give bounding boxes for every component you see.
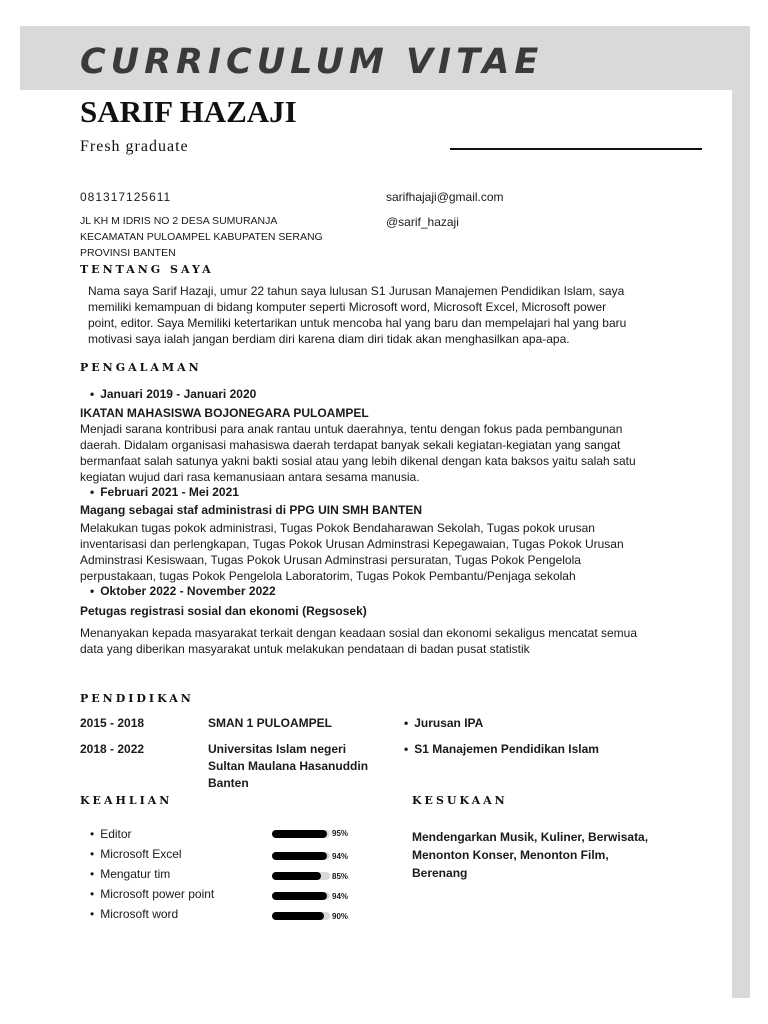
skill-name: • Editor <box>90 827 132 843</box>
skill-bar-fill <box>272 892 327 900</box>
education-title: PENDIDIKAN <box>80 692 194 705</box>
skill-bar <box>272 872 330 880</box>
experience-role: Petugas registrasi sosial dan ekonomi (Regsosek) <box>80 604 367 618</box>
skill-name: • Microsoft word <box>90 907 178 923</box>
experience-line: bermanfaat salah satunya yakni bakti sosial atau yang lebih dikenal dengan kata baksos yaitu salah satu <box>80 454 636 468</box>
experience-line: daerah. Didalam organisasi mahasiswa daerah terdapat banyak sekali kegiatan-kegiatan yang sangat <box>80 438 621 452</box>
experience-line: Menanyakan kepada masyarakat terkait dengan keadaan sosial dan ekonomi sekaligus mencatat semua <box>80 626 638 640</box>
education-major: • Jurusan IPA <box>404 715 483 732</box>
person-subtitle: Fresh graduate <box>80 138 189 155</box>
skill-name: • Microsoft power point <box>90 887 214 903</box>
address-line: JL KH M IDRIS NO 2 DESA SUMURANJA <box>80 215 278 227</box>
experience-line: inventarisasi dan perlengkapan, Tugas Pokok Urusan Adminstrasi Kepegawaian, Tugas Pokok Urusan <box>80 537 624 551</box>
address-line: KECAMATAN PULOAMPEL KABUPATEN SERANG <box>80 231 323 243</box>
skill-percent: 94% <box>332 892 349 901</box>
header-rule <box>450 148 702 150</box>
experience-line: kegiatan wujud dari rasa kemanusiaan antara sesama manusia. <box>80 470 420 484</box>
skill-bar <box>272 830 330 838</box>
education-major: • S1 Manajemen Pendidikan Islam <box>404 741 599 758</box>
about-line: motivasi saya ialah jangan berdiam diri karena diam diri tidak akan menghasilkan apa-apa. <box>88 332 570 346</box>
person-name: SARIF HAZAJI <box>80 94 297 129</box>
experience-line: perpustakaan, tugas Pokok Pengelola Laboratorim, Tugas Pokok Pembantu/Penjaga sekolah <box>80 569 576 583</box>
skill-bar-fill <box>272 830 327 838</box>
skill-name: • Microsoft Excel <box>90 847 182 863</box>
experience-line: data yang diberikan masyarakat untuk melakukan pendataan di badan pusat statistik <box>80 642 530 656</box>
skill-percent: 94% <box>332 852 349 861</box>
skill-name: • Mengatur tim <box>90 867 170 883</box>
experience-role: Magang sebagai staf administrasi di PPG UIN SMH BANTEN <box>80 503 423 517</box>
hobby-line: Menonton Konser, Menonton Film, <box>412 848 609 862</box>
skill-bar-fill <box>272 852 327 860</box>
experience-period: • Januari 2019 - Januari 2020 <box>90 386 256 402</box>
education-period: 2018 - 2022 <box>80 742 145 756</box>
phone-number: 081317125611 <box>80 190 172 204</box>
skill-bar <box>272 852 330 860</box>
skill-percent: 85% <box>332 872 349 881</box>
experience-description <box>80 421 730 485</box>
address-line: PROVINSI BANTEN <box>80 247 176 259</box>
about-line: memiliki kemampuan di bidang komputer seperti Microsoft word, Microsoft Excel, Microsoft power <box>88 300 607 314</box>
page-title: CURRICULUM VITAE <box>80 42 544 82</box>
education-school: SMAN 1 PULOAMPEL <box>208 716 333 730</box>
social-handle: @sarif_hazaji <box>386 215 459 229</box>
education-school: Universitas Islam negeri Sultan Maulana Hasanuddin Banten <box>208 742 369 790</box>
hobby-line: Berenang <box>412 866 468 880</box>
skills-title: KEAHLIAN <box>80 794 173 807</box>
about-line: point, editor. Saya Memiliki ketertarikan untuk mencoba hal yang baru dan mempelajari hal yang baru <box>88 316 627 330</box>
skill-percent: 95% <box>332 829 349 838</box>
experience-role: IKATAN MAHASISWA BOJONEGARA PULOAMPEL <box>80 406 369 420</box>
about-line: Nama saya Sarif Hazaji, umur 22 tahun saya lulusan S1 Jurusan Manajemen Pendidikan Islam, saya <box>88 284 625 298</box>
experience-description <box>80 625 730 657</box>
experience-line: Menjadi sarana kontribusi para anak rantau untuk daerahnya, tentu dengan fokus pada pembangunan <box>80 422 623 436</box>
skill-percent: 90% <box>332 912 349 921</box>
skill-bar <box>272 912 330 920</box>
address <box>80 213 323 261</box>
about-title: TENTANG SAYA <box>80 263 214 276</box>
experience-title: PENGALAMAN <box>80 361 202 374</box>
experience-description <box>80 520 730 584</box>
hobbies-text <box>412 828 648 882</box>
hobbies-title: KESUKAAN <box>412 794 508 807</box>
experience-line: Adminstrasi Kesiswaan, Tugas Pokok Urusan Adminstrasi persuratan, Tugas Pokok Pengelola <box>80 553 581 567</box>
experience-period: • Oktober 2022 - November 2022 <box>90 583 276 599</box>
side-band <box>732 26 750 998</box>
experience-period: • Februari 2021 - Mei 2021 <box>90 484 239 500</box>
experience-line: Melakukan tugas pokok administrasi, Tugas Pokok Bendaharawan Sekolah, Tugas pokok urusan <box>80 521 595 535</box>
hobby-line: Mendengarkan Musik, Kuliner, Berwisata, <box>412 830 649 844</box>
email-address: sarifhajaji@gmail.com <box>386 190 504 204</box>
skill-bar <box>272 892 330 900</box>
skill-bar-fill <box>272 872 321 880</box>
education-period: 2015 - 2018 <box>80 716 145 730</box>
skill-bar-fill <box>272 912 324 920</box>
about-text <box>88 283 728 347</box>
